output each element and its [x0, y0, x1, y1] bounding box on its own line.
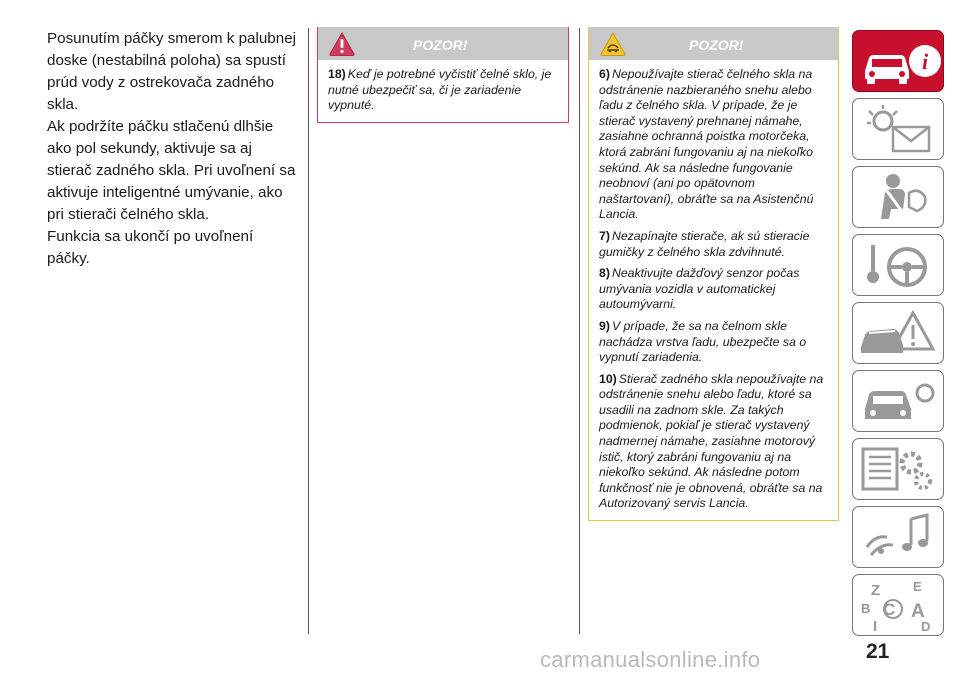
index-letter: Z: [871, 582, 881, 599]
warning-header: [589, 27, 838, 60]
warning-item: 6) Nepoužívajte stierač čelného skla na odstránenie nazbieraného snehu alebo ľadu z čelného skla. V prípade, že je stierač vystavený prehnanej námahe, zasiahne ochranná poistka motorčeka, ktorá zabráni fungovaniu aj na niekoľko sekúnd. Ak sa následne fungovanie neobnoví (ani po opätovnom naštartovaní), obráťte sa na Asistenčnú Lancia.: [599, 67, 814, 222]
index-letter: A: [911, 601, 925, 622]
warning-title: POZOR!: [689, 37, 744, 53]
index-letter: B: [861, 601, 871, 616]
column-divider: [579, 28, 580, 634]
warning-header: [318, 27, 568, 60]
dashboard-lights-icon: [853, 99, 945, 161]
paragraph: Posunutím páčky smerom k palubnej doske (nestabilná poloha) sa spustí prúd vody z ostrekovača zadného skla.: [47, 30, 297, 113]
warning-item: 18) Keď je potrebné vyčistiť čelné sklo, je nutné ubezpečiť sa, či je zariadenie vypnuté.: [328, 67, 552, 113]
alphabetical-index-icon: [853, 575, 945, 637]
tab-dashboard-lights[interactable]: [852, 98, 944, 160]
warning-item: 9) V prípade, že sa na čelnom skle nachádza vrstva ľadu, ubezpečte sa o vypnutí zariadenia.: [599, 318, 807, 365]
warning-body: [589, 60, 838, 520]
index-letter: E: [913, 579, 922, 594]
svg-text:i: i: [921, 49, 929, 74]
steering-wheel-key-icon: [853, 235, 945, 297]
warning-item: 7) Nezapínajte stierače, ak sú stieracie gumičky z čelného skla zdvihnuté.: [599, 228, 810, 259]
tab-emergency[interactable]: [852, 302, 944, 364]
tab-index[interactable]: [852, 574, 944, 636]
tab-technical-data[interactable]: [852, 438, 944, 500]
column-divider: [308, 28, 309, 634]
index-letter: I: [873, 618, 878, 635]
warning-item: 8) Neaktivujte dažďový senzor počas umývania vozidla v automatickej autoumývarni.: [599, 266, 800, 312]
warning-box-yellow: [588, 27, 839, 521]
main-text-column: [47, 28, 299, 270]
warning-box-red: [317, 27, 569, 123]
tab-car-info[interactable]: [852, 30, 944, 92]
specs-gears-icon: [853, 439, 945, 501]
warning-body: [318, 60, 568, 122]
warning-title: POZOR!: [413, 37, 468, 53]
caution-triangle-icon: [599, 31, 627, 57]
emergency-warning-icon: [853, 303, 945, 365]
car-service-icon: [853, 371, 945, 433]
index-letter: C: [883, 600, 896, 619]
warning-item: 10) Stierač zadného skla nepoužívajte na odstránenie snehu alebo ľadu, ktoré sa usadili na zadnom skle. Za takých podmienok, pokiaľ je stierač vystavený nadmernej námahe, zasiahne motorový istič, ktorý zabráni fungovaniu aj na niekoľko sekúnd. Ak následne potom funkčnosť nie je obnovená, obráťte sa na Autorizovaný servis Lancia.: [599, 371, 824, 511]
page-number: 21: [866, 640, 890, 663]
car-info-icon: [853, 31, 945, 93]
tab-multimedia[interactable]: [852, 506, 944, 568]
paragraph: Ak podržíte páčku stlačenú dlhšie ako pol sekundy, aktivuje sa aj stierač zadného skla. Pri uvoľnení sa aktivuje inteligentné umývanie, ako pri stierači čelného skla.: [47, 118, 296, 223]
tab-maintenance[interactable]: [852, 370, 944, 432]
seatbelt-airbag-icon: [853, 167, 945, 229]
tab-safety[interactable]: [852, 166, 944, 228]
paragraph: Funkcia sa ukončí po uvoľnení páčky.: [47, 228, 254, 267]
watermark: carmanualsonline.info: [540, 647, 761, 672]
tab-starting-driving[interactable]: [852, 234, 944, 296]
multimedia-icon: [853, 507, 945, 569]
danger-triangle-icon: [328, 31, 356, 57]
index-letter: D: [921, 619, 931, 634]
